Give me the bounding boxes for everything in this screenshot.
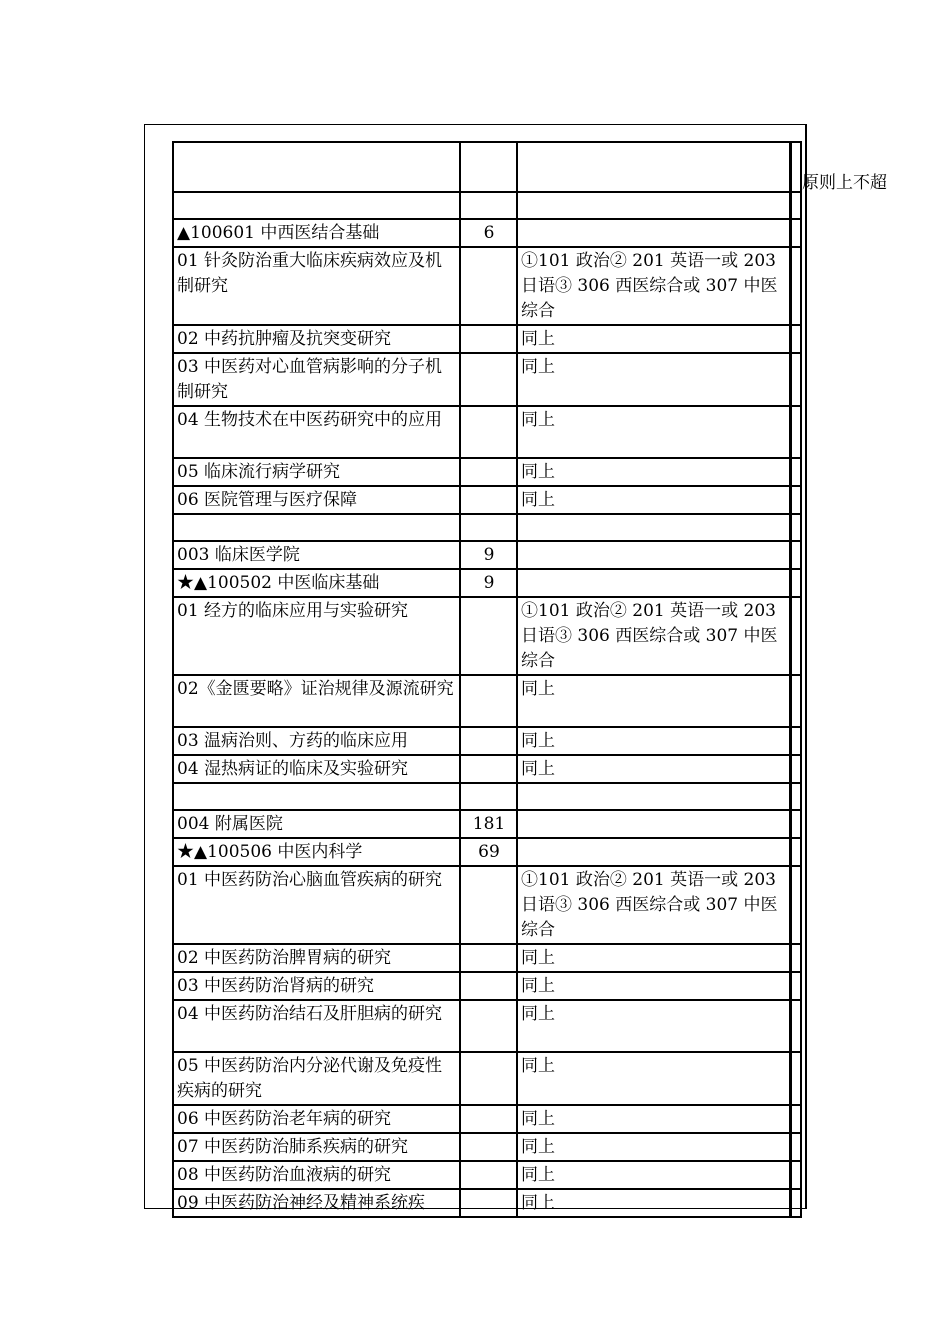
spacer-cell xyxy=(791,598,802,676)
table-row xyxy=(172,728,802,756)
exam-subjects-cell: ①101 政治② 201 英语一或 203 日语③ 306 西医综合或 307 中医综合 xyxy=(518,598,791,676)
table-row xyxy=(172,326,802,354)
exam-subjects-cell: 同上 xyxy=(518,1134,791,1162)
enrollment-count-cell xyxy=(461,973,518,1001)
spacer-cell xyxy=(791,487,802,515)
program-name-cell: 01 针灸防治重大临床疾病效应及机制研究 xyxy=(172,248,461,326)
table-row xyxy=(172,542,802,570)
enrollment-count-cell xyxy=(461,354,518,407)
exam-subjects-cell: 同上 xyxy=(518,676,791,728)
enrollment-count-cell xyxy=(461,487,518,515)
spacer-cell xyxy=(791,1162,802,1190)
program-name-cell: 04 湿热病证的临床及实验研究 xyxy=(172,756,461,784)
table-row xyxy=(172,839,802,867)
table-row xyxy=(172,487,802,515)
spacer-cell xyxy=(791,839,802,867)
exam-subjects-cell xyxy=(518,141,791,193)
program-name-cell: 07 中医药防治肺系疾病的研究 xyxy=(172,1134,461,1162)
spacer-cell xyxy=(791,248,802,326)
exam-subjects-cell: 同上 xyxy=(518,973,791,1001)
spacer-cell xyxy=(791,354,802,407)
program-name-cell: 05 中医药防治内分泌代谢及免疫性疾病的研究 xyxy=(172,1053,461,1106)
enrollment-count-cell xyxy=(461,515,518,542)
spacer-cell xyxy=(791,1053,802,1106)
exam-subjects-cell: 同上 xyxy=(518,945,791,973)
program-name-cell xyxy=(172,784,461,811)
exam-subjects-cell: 同上 xyxy=(518,1053,791,1106)
program-name-cell: 03 温病治则、方药的临床应用 xyxy=(172,728,461,756)
table-row xyxy=(172,1001,802,1053)
table-row xyxy=(172,676,802,728)
spacer-cell xyxy=(791,676,802,728)
enrollment-count-cell: 6 xyxy=(461,220,518,248)
program-name-cell: 05 临床流行病学研究 xyxy=(172,459,461,487)
enrollment-count-cell xyxy=(461,141,518,193)
program-name-cell: ▲100601 中西医结合基础 xyxy=(172,220,461,248)
table-row xyxy=(172,248,802,326)
side-note: 原则上不超 xyxy=(802,173,887,193)
exam-subjects-cell xyxy=(518,839,791,867)
program-name-cell: 01 中医药防治心脑血管疾病的研究 xyxy=(172,867,461,945)
spacer-cell xyxy=(791,867,802,945)
enrollment-count-cell xyxy=(461,459,518,487)
exam-subjects-cell: 同上 xyxy=(518,1001,791,1053)
table-row xyxy=(172,1134,802,1162)
enrollment-count-cell xyxy=(461,867,518,945)
spacer-cell xyxy=(791,220,802,248)
exam-subjects-cell: ①101 政治② 201 英语一或 203 日语③ 306 西医综合或 307 中医综合 xyxy=(518,867,791,945)
program-name-cell: 04 生物技术在中医药研究中的应用 xyxy=(172,407,461,459)
spacer-cell xyxy=(791,1134,802,1162)
exam-subjects-cell: 同上 xyxy=(518,354,791,407)
enrollment-count-cell xyxy=(461,728,518,756)
exam-subjects-cell: 同上 xyxy=(518,756,791,784)
exam-subjects-cell xyxy=(518,515,791,542)
enrollment-count-cell xyxy=(461,1053,518,1106)
exam-subjects-cell: 同上 xyxy=(518,1162,791,1190)
table-row xyxy=(172,867,802,945)
spacer-cell xyxy=(791,193,802,220)
spacer-cell xyxy=(791,570,802,598)
program-name-cell: 08 中医药防治血液病的研究 xyxy=(172,1162,461,1190)
enrollment-count-cell: 181 xyxy=(461,811,518,839)
enrollment-count-cell xyxy=(461,193,518,220)
exam-subjects-cell: 同上 xyxy=(518,407,791,459)
enrollment-count-cell xyxy=(461,784,518,811)
exam-subjects-cell: 同上 xyxy=(518,1190,791,1218)
enrollment-count-cell: 9 xyxy=(461,570,518,598)
enrollment-count-cell xyxy=(461,1134,518,1162)
enrollment-count-cell xyxy=(461,598,518,676)
table-row xyxy=(172,220,802,248)
enrollment-count-cell xyxy=(461,756,518,784)
program-name-cell: 02《金匮要略》证治规律及源流研究 xyxy=(172,676,461,728)
exam-subjects-cell: 同上 xyxy=(518,459,791,487)
exam-subjects-cell xyxy=(518,784,791,811)
table-row xyxy=(172,945,802,973)
enrollment-count-cell xyxy=(461,945,518,973)
spacer-cell xyxy=(791,756,802,784)
table-row xyxy=(172,515,802,542)
table-row xyxy=(172,193,802,220)
table-row xyxy=(172,407,802,459)
exam-subjects-cell: 同上 xyxy=(518,1106,791,1134)
spacer-cell xyxy=(791,784,802,811)
spacer-cell xyxy=(791,459,802,487)
exam-subjects-cell: ①101 政治② 201 英语一或 203 日语③ 306 西医综合或 307 中医综合 xyxy=(518,248,791,326)
table-row xyxy=(172,570,802,598)
spacer-cell xyxy=(791,945,802,973)
program-name-cell: 03 中医药对心血管病影响的分子机制研究 xyxy=(172,354,461,407)
enrollment-count-cell xyxy=(461,1106,518,1134)
exam-subjects-cell xyxy=(518,193,791,220)
table-row xyxy=(172,973,802,1001)
enrollment-count-cell: 69 xyxy=(461,839,518,867)
table-row xyxy=(172,811,802,839)
table-row xyxy=(172,1053,802,1106)
program-name-cell: 01 经方的临床应用与实验研究 xyxy=(172,598,461,676)
program-name-cell xyxy=(172,515,461,542)
table-row xyxy=(172,598,802,676)
program-name-cell: 06 中医药防治老年病的研究 xyxy=(172,1106,461,1134)
program-name-cell xyxy=(172,141,461,193)
exam-subjects-cell xyxy=(518,542,791,570)
program-name-cell: 02 中药抗肿瘤及抗突变研究 xyxy=(172,326,461,354)
enrollment-count-cell xyxy=(461,326,518,354)
table-row xyxy=(172,459,802,487)
enrollment-count-cell xyxy=(461,1190,518,1218)
exam-subjects-cell: 同上 xyxy=(518,487,791,515)
program-name-cell: 09 中医药防治神经及精神系统疾 xyxy=(172,1190,461,1218)
table-row xyxy=(172,756,802,784)
spacer-cell xyxy=(791,1106,802,1134)
exam-subjects-cell xyxy=(518,220,791,248)
exam-subjects-cell: 同上 xyxy=(518,728,791,756)
enrollment-count-cell xyxy=(461,407,518,459)
table-row xyxy=(172,141,802,193)
program-name-cell: 04 中医药防治结石及肝胆病的研究 xyxy=(172,1001,461,1053)
program-name-cell: 03 中医药防治肾病的研究 xyxy=(172,973,461,1001)
program-name-cell: 004 附属医院 xyxy=(172,811,461,839)
spacer-cell xyxy=(791,515,802,542)
exam-subjects-cell: 同上 xyxy=(518,326,791,354)
program-table xyxy=(172,141,802,1218)
enrollment-count-cell xyxy=(461,1162,518,1190)
enrollment-count-cell xyxy=(461,1001,518,1053)
spacer-cell xyxy=(791,141,802,193)
spacer-cell xyxy=(791,407,802,459)
exam-subjects-cell xyxy=(518,811,791,839)
table-row xyxy=(172,784,802,811)
spacer-cell xyxy=(791,1001,802,1053)
exam-subjects-cell xyxy=(518,570,791,598)
program-name-cell: 003 临床医学院 xyxy=(172,542,461,570)
table-row xyxy=(172,354,802,407)
program-name-cell: 02 中医药防治脾胃病的研究 xyxy=(172,945,461,973)
program-name-cell: ★▲100506 中医内科学 xyxy=(172,839,461,867)
table-row xyxy=(172,1106,802,1134)
program-table-body xyxy=(172,141,802,1218)
program-name-cell: 06 医院管理与医疗保障 xyxy=(172,487,461,515)
spacer-cell xyxy=(791,326,802,354)
spacer-cell xyxy=(791,728,802,756)
spacer-cell xyxy=(791,1190,802,1218)
program-name-cell xyxy=(172,193,461,220)
spacer-cell xyxy=(791,973,802,1001)
spacer-cell xyxy=(791,542,802,570)
spacer-cell xyxy=(791,811,802,839)
enrollment-count-cell xyxy=(461,248,518,326)
table-row xyxy=(172,1162,802,1190)
program-name-cell: ★▲100502 中医临床基础 xyxy=(172,570,461,598)
enrollment-count-cell: 9 xyxy=(461,542,518,570)
enrollment-count-cell xyxy=(461,676,518,728)
table-row xyxy=(172,1190,802,1218)
